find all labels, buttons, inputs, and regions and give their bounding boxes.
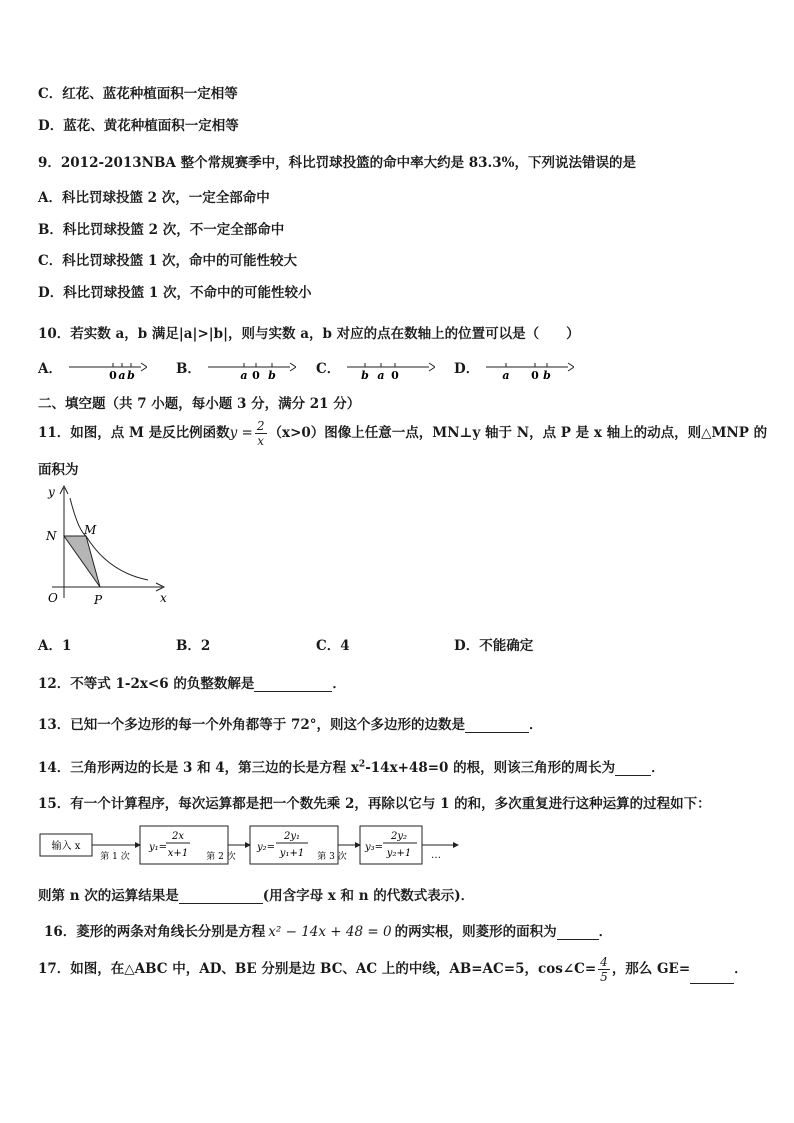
flow-y2-den: y₁+1 [279,848,305,859]
q14-text-2: -14x+48=0 的根，则该三角形的周长为 [365,760,616,776]
q11-option-b: B．2 [176,638,211,654]
q11-stem-part1: 11．如图，点 M 是反比例函数 [38,425,230,441]
q16-text-2: 的两实根，则菱形的面积为 [394,924,557,940]
q11-fraction-den: x [257,434,265,448]
q10-option-d-label: D． [454,361,480,377]
q8-option-d: D．蓝花、黄花种植面积一定相等 [38,118,239,134]
q11-option-d: D．不能确定 [454,638,534,654]
flow-y2-num: 2y₁ [283,831,301,842]
q15-answer-text-2: (用含字母 x 和 n 的代数式表示)． [262,888,475,904]
flow-step-1: 第 1 次 [100,852,130,862]
q9-option-d: D．科比罚球投篮 1 次，不命中的可能性较小 [38,285,312,301]
nl-d-label-1: a [502,368,510,381]
q17-text-2: ，那么 GE= [611,961,691,977]
q16-end: ． [598,924,613,940]
q10-option-b-label: B． [176,361,201,377]
q11-stem-part2: （x>0）图像上任意一点，MN⊥y 轴于 N，点 P 是 x 轴上的动点，则△MNP 的 [268,425,768,441]
q10-number-line-a [67,359,147,381]
q10-number-line-d [484,359,574,381]
flow-input-label: 输入 x [51,841,81,852]
q10-option-a [38,357,147,381]
q17-end: ． [734,961,748,977]
nl-a-label-2: a [118,368,126,381]
q13-end: ． [529,717,543,733]
nl-c-label-1: b [361,368,369,381]
q13 [38,713,543,733]
graph-origin-label: O [48,591,58,605]
q17-fraction-den: 5 [600,970,608,984]
q11-option-a: A．1 [38,638,72,654]
graph-p-label: P [94,593,103,607]
nl-c-label-3: 0 [391,368,399,381]
nl-d-label-2: 0 [531,368,539,381]
q10-number-line-b [206,359,296,381]
q16-text-1: 16．菱形的两条对角线长分别是方程 [44,924,266,940]
graph-y-label: y [48,485,55,499]
q10-stem: 10．若实数 a，b 满足|a|>|b|，则与实数 a，b 对应的点在数轴上的位置可以是（ ） [38,326,580,342]
flow-y3-den: y₂+1 [386,848,412,859]
q16-equation: x² − 14x + 48 = 0 [268,924,392,940]
nl-b-label-3: b [267,368,276,381]
nl-b-label-2: 0 [251,368,260,381]
q15-answer-blank [179,889,263,904]
flow-y3: y₃= [365,842,384,853]
q13-text: 13．已知一个多边形的每一个外角都等于 72°，则这个多边形的边数是 [38,717,466,733]
q10-option-d [454,357,574,381]
q17-text-1: 17．如图，在△ABC 中，AD、BE 分别是边 BC、AC 上的中线，AB=AC=5，cos∠C= [38,961,597,977]
q10-option-c [316,357,435,381]
q11-stem-line2: 面积为 [38,462,79,478]
graph-x-label: x [160,591,167,605]
q11-graph [38,482,178,612]
q15-stem: 15．有一个计算程序，每次运算都是把一个数先乘 2，再除以它与 1 的和，多次重复进行这种运算的过程如下： [38,796,711,812]
q10-option-a-label: A． [38,361,62,377]
flow-ellipsis: … [431,850,441,861]
q14-text-1: 14．三角形两边的长是 3 和 4，第三边的长是方程 x [38,760,359,776]
q10-option-b [176,357,296,381]
q17-answer-blank [690,969,734,984]
q12 [38,672,346,692]
flow-y3-num: 2y₂ [390,831,408,842]
q8-option-c: C．红花、蓝花种植面积一定相等 [38,86,238,102]
q17-fraction [598,955,610,984]
flow-y2: y₂= [257,842,276,853]
graph-n-label: N [46,529,57,543]
q14 [38,756,665,776]
q16 [44,920,612,940]
q9-option-b: B．科比罚球投篮 2 次，不一定全部命中 [38,222,285,238]
nl-c-label-2: a [377,368,385,381]
q9-option-a: A．科比罚球投篮 2 次，一定全部命中 [38,190,270,206]
q12-text: 12．不等式 1-2x<6 的负整数解是 [38,676,255,692]
q12-end: ． [332,676,346,692]
flow-y1-num: 2x [171,831,185,842]
q9-stem: 9．2012-2013NBA 整个常规赛季中，科比罚球投篮的命中率大约是 83.3%，下列说法错误的是 [38,155,636,171]
q11-stem [38,418,767,448]
q14-end: ． [651,760,665,776]
flow-step-3: 第 3 次 [317,852,347,862]
q14-sup: 2 [358,759,366,770]
nl-a-label-3: b [126,368,135,381]
flow-y1: y₁= [149,842,168,853]
q11-function-y: y = [229,425,253,441]
q15-answer [38,884,474,904]
q10-option-c-label: C． [316,361,341,377]
q14-answer-blank [615,761,651,776]
q11-option-c: C．4 [316,638,350,654]
q9-option-c: C．科比罚球投篮 1 次，命中的可能性较大 [38,253,298,269]
q11-fraction-num: 2 [256,419,265,433]
graph-m-label: M [84,523,97,537]
nl-d-label-3: b [543,368,551,381]
q10-number-line-c [345,359,435,381]
q11-fraction [255,419,267,448]
q17-fraction-num: 4 [600,955,608,969]
q17 [38,954,748,984]
q15-flowchart [38,824,468,870]
flow-y1-den: x+1 [167,848,189,859]
flow-step-2: 第 2 次 [206,852,236,862]
section-2-heading: 二、填空题（共 7 小题，每小题 3 分，满分 21 分） [38,396,361,412]
q15-answer-text-1: 则第 n 次的运算结果是 [38,888,179,904]
q13-answer-blank [465,718,529,733]
q16-answer-blank [557,925,599,940]
nl-b-label-1: a [240,368,248,381]
q12-answer-blank [254,677,332,692]
nl-a-label-1: 0 [108,368,117,381]
